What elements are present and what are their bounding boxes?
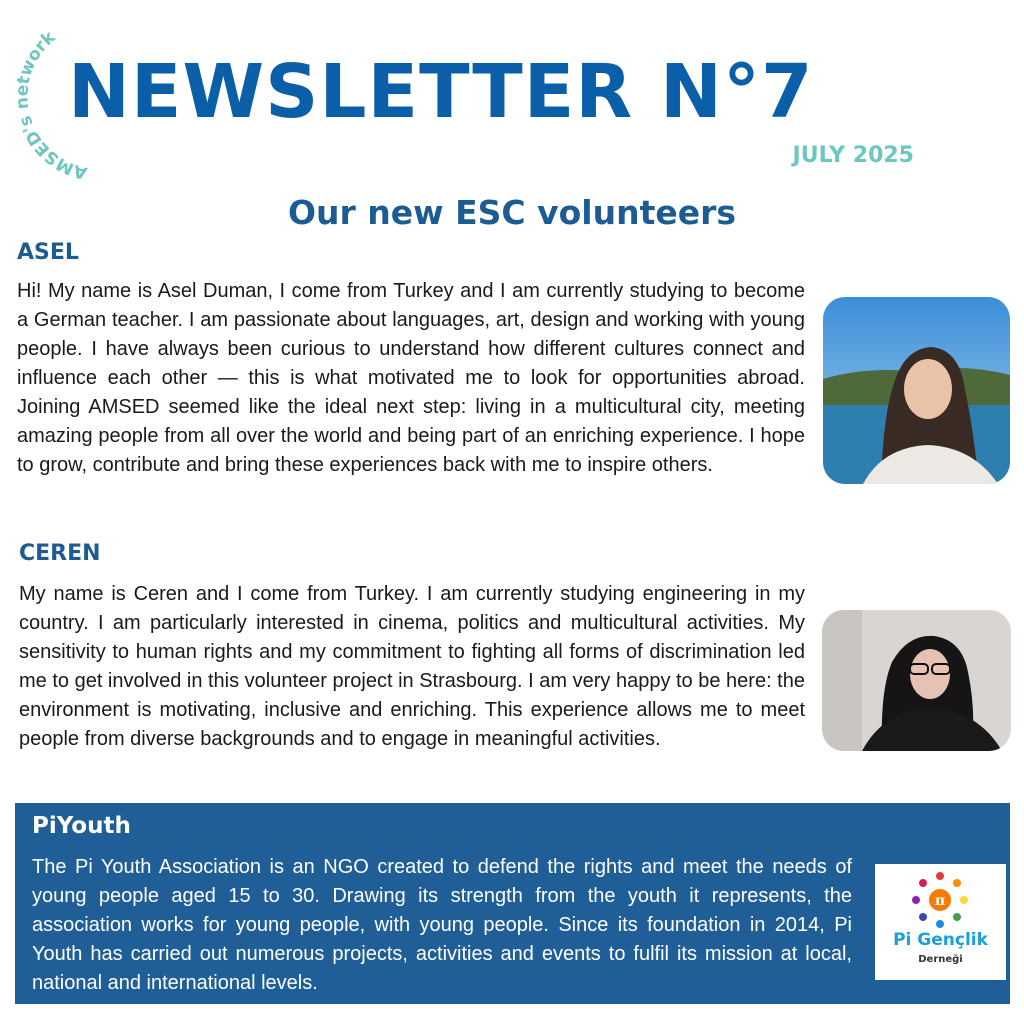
network-arc-text: AMSED's network bbox=[12, 27, 90, 183]
pi-genclik-logo bbox=[875, 864, 1006, 980]
volunteer-bio-ceren: My name is Ceren and I come from Turkey. I am currently studying engineering in my country. I am particularly interested in cinema, politics and multicultural activities. My sensitivity to human rights and my commitment to fighting all forms of discrimination led me to get involved in this volunteer project in Strasbourg. I am very happy to be here: the environment is motivating, inclusive and enriching. This experience allows me to meet people from diverse backgrounds and to engage in meaningful activities. bbox=[19, 583, 805, 750]
newsletter-date: JULY 2025 bbox=[792, 143, 914, 168]
newsletter-title: NEWSLETTER N°7 bbox=[68, 49, 814, 135]
ceren-photo bbox=[822, 610, 1011, 751]
logo-main-text: Pi Gençlik bbox=[893, 930, 988, 950]
piyouth-box bbox=[15, 803, 1010, 1004]
piyouth-title: PiYouth bbox=[32, 813, 131, 839]
logo-sub-text: Derneği bbox=[918, 954, 963, 965]
volunteer-name-asel: ASEL bbox=[17, 240, 79, 265]
asel-photo bbox=[823, 297, 1010, 484]
pi-people-circle-icon bbox=[875, 864, 1006, 930]
volunteer-bio-asel: Hi! My name is Asel Duman, I come from Turkey and I am currently studying to become a German teacher. I am passionate about languages, art, design and working with young people. I have always been curious to understand how different cultures connect and influence each other — this is what motivated me to look for opportunities abroad. Joining AMSED seemed like the ideal next step: living in a multicultural city, meeting amazing people from all over the world and being part of an enriching experience. I hope to grow, contribute and bring these experiences back with me to inspire others. bbox=[17, 280, 805, 476]
volunteer-name-ceren: CEREN bbox=[19, 541, 101, 566]
svg-text:π: π bbox=[934, 893, 946, 909]
section-title: Our new ESC volunteers bbox=[287, 193, 737, 232]
piyouth-description: The Pi Youth Association is an NGO created to defend the rights and meet the needs of young people aged 15 to 30. Drawing its strength from the youth it represents, the association works for young people, with young people. Since its foundation in 2014, Pi Youth has carried out numerous projects, activities and events to fulfil its mission at local, national and international levels. bbox=[32, 856, 852, 994]
